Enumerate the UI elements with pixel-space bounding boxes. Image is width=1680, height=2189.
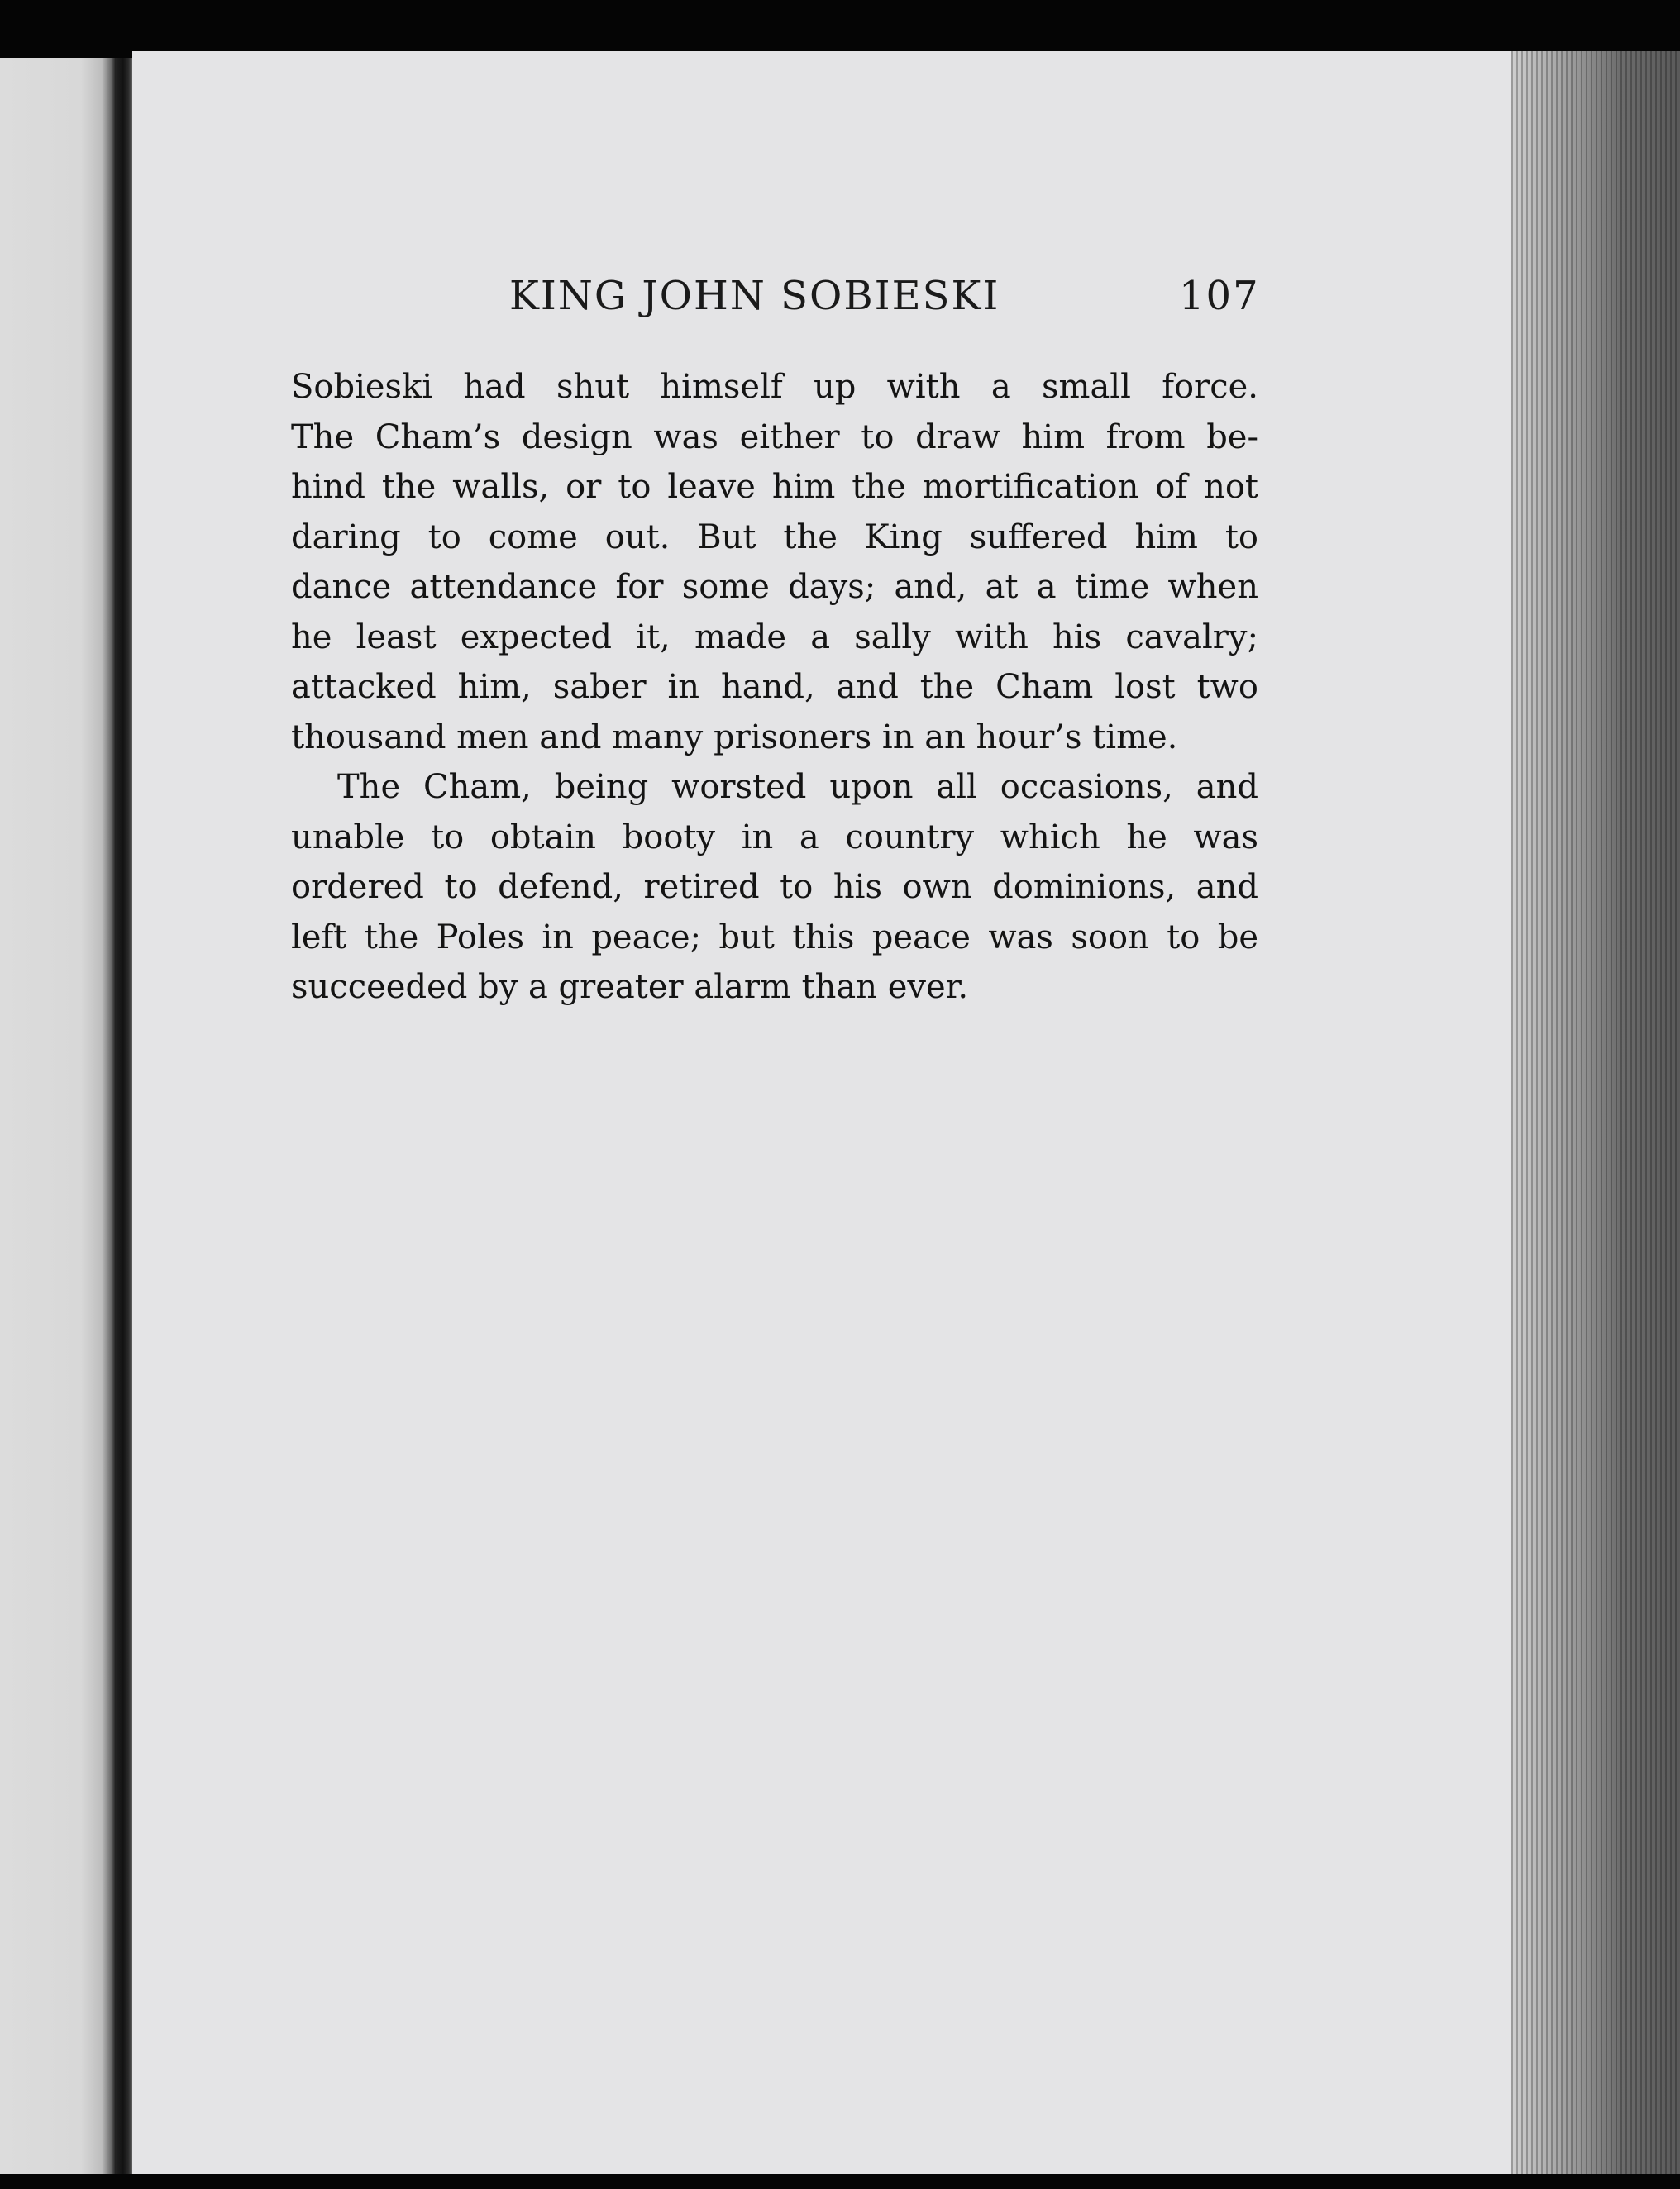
text-line: hind the walls, or to leave him the mortification of not xyxy=(291,468,1258,506)
body-text xyxy=(291,362,1258,1013)
paragraph xyxy=(291,762,1258,1013)
text-line: attacked him, saber in hand, and the Cham lost two xyxy=(291,668,1258,706)
text-line: unable to obtain booty in a country which he was xyxy=(291,818,1258,856)
paragraph xyxy=(291,362,1258,762)
text-line: The Cham’s design was either to draw him from be- xyxy=(291,417,1258,456)
running-title: KING JOHN SOBIESKI xyxy=(509,273,1000,319)
text-line: succeeded by a greater alarm than ever. xyxy=(291,968,969,1006)
running-head xyxy=(509,273,1260,322)
text-line: dance attendance for some days; and, at a time when xyxy=(291,568,1258,606)
facing-page-edge xyxy=(0,58,116,2174)
text-line: ordered to defend, retired to his own dominions, and xyxy=(291,868,1258,906)
text-line: left the Poles in peace; but this peace was soon to be xyxy=(291,918,1258,956)
text-line: thousand men and many prisoners in an hour’s time. xyxy=(291,718,1178,756)
page-number: 107 xyxy=(1179,273,1260,319)
text-line: daring to come out. But the King suffered him to xyxy=(291,517,1258,556)
text-line: The Cham, being worsted upon all occasions, and xyxy=(337,768,1258,806)
book-gutter xyxy=(116,58,134,2174)
page-stack-edge xyxy=(1511,51,1680,2176)
scan-border-bottom xyxy=(0,2174,1680,2189)
text-line: he least expected it, made a sally with his cavalry; xyxy=(291,618,1258,656)
text-line: Sobieski had shut himself up with a small force. xyxy=(291,368,1258,406)
